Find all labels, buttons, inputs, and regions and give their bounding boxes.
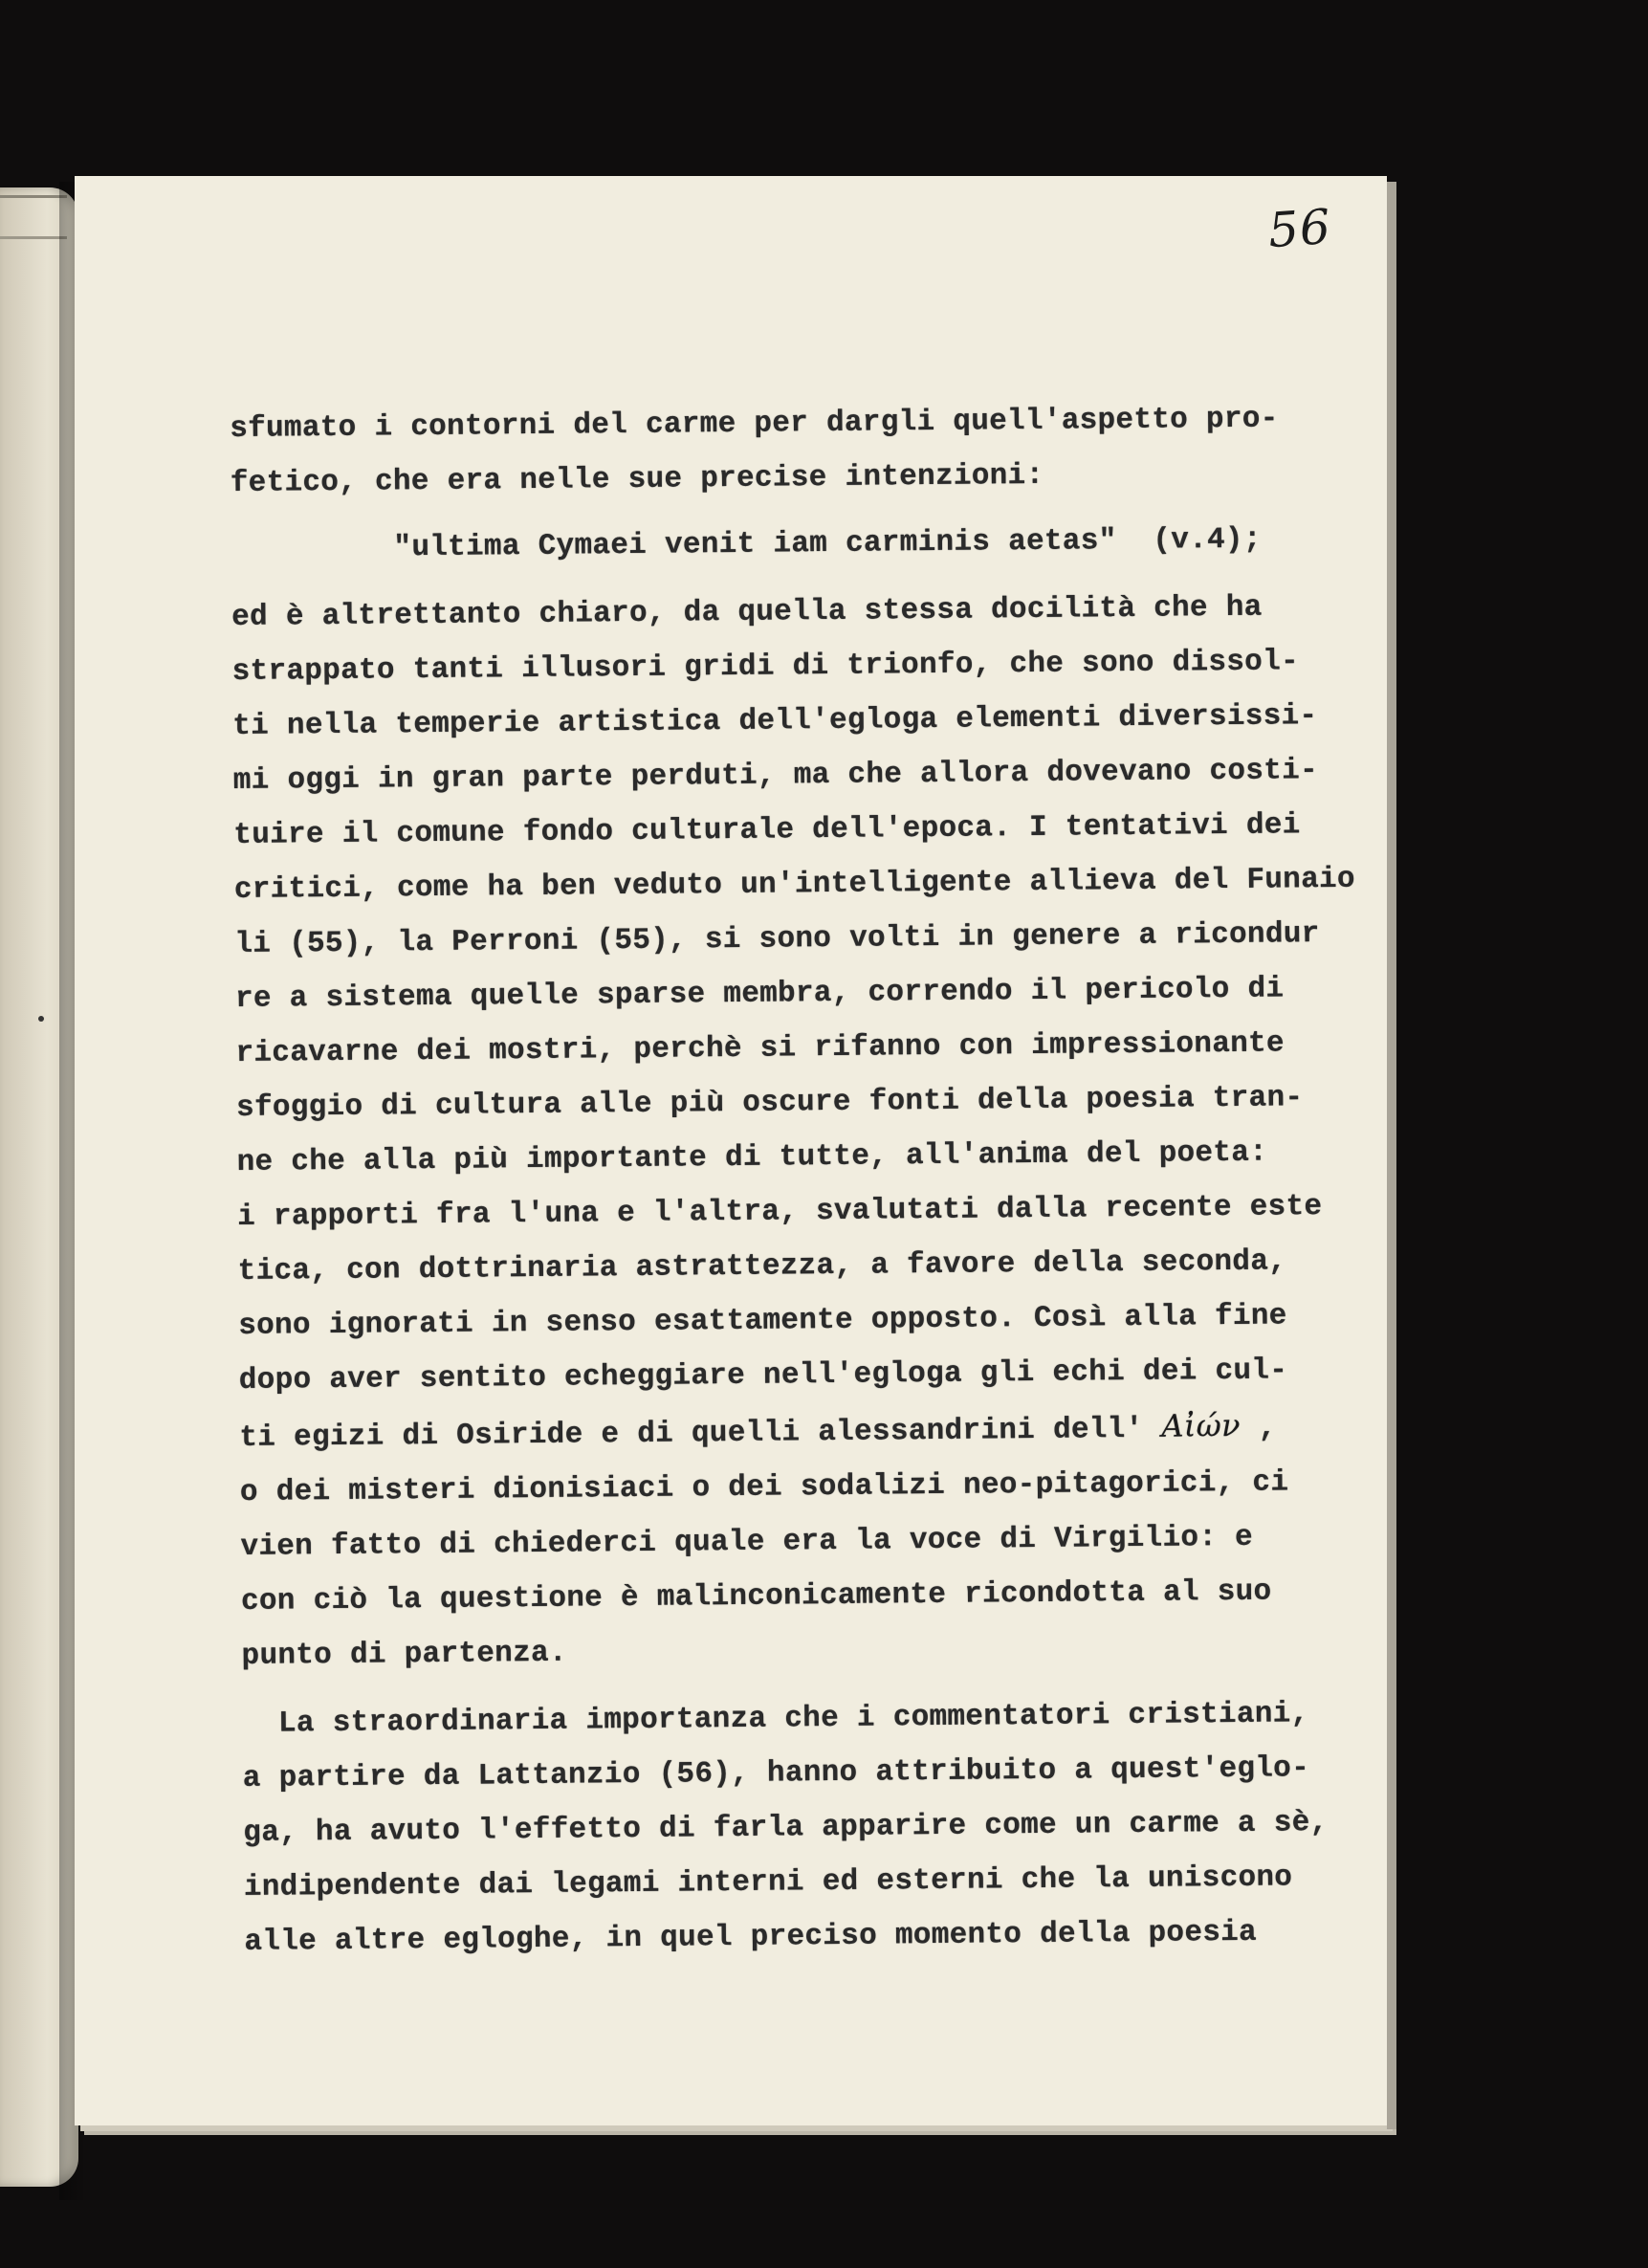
text-line-greek <box>239 1398 1311 1465</box>
text-fragment: , <box>1240 1411 1277 1445</box>
text-line: critici, come ha ben veduto un'intelligente allieva del Funaio <box>233 862 1356 907</box>
text-line: o dei misteri dionisiaci o dei sodalizi neo-pitagorici, ci <box>239 1465 1289 1509</box>
page-stack-lines <box>0 195 67 239</box>
latin-quotation: "ultima Cymaei venit iam carminis aetas" (v.4); <box>393 522 1262 565</box>
text-line: alle altre egloghe, in quel preciso momento della poesia <box>244 1915 1258 1959</box>
text-line: punto di partenza. <box>241 1636 568 1673</box>
page-number: 56 <box>1266 198 1333 259</box>
text-line: tica, con dottrinaria astrattezza, a favore della seconda, <box>237 1244 1287 1288</box>
text-line: indipendente dai legami interni ed esterni che la uniscono <box>243 1861 1293 1905</box>
text-line: mi oggi in gran parte perduti, ma che allora dovevano costi- <box>232 754 1319 798</box>
text-fragment: ti egizi di Osiride e di quelli alessandrini dell' <box>239 1412 1162 1455</box>
text-line: sfumato i contorni del carme per dargli quell'aspetto pro- <box>230 402 1279 446</box>
text-line: La straordinaria importanza che i commentatori cristiani, <box>242 1697 1309 1741</box>
text-line: tuire il comune fondo culturale dell'epoca. I tentativi dei <box>233 808 1301 852</box>
text-line: sono ignorati in senso esattamente opposto. Così alla fine <box>238 1299 1287 1343</box>
text-line: ti nella temperie artistica dell'egloga elementi diversissi- <box>232 699 1318 743</box>
margin-dot <box>38 1016 44 1022</box>
text-line: i rapporti fra l'una e l'altra, svalutati dalla recente este <box>237 1190 1323 1234</box>
text-line: strappato tanti illusori gridi di trionfo, che sono dissol- <box>231 645 1300 689</box>
text-line: con ciò la questione è malinconicamente ricondotta al suo <box>240 1574 1272 1618</box>
text-line: re a sistema quelle sparse membra, correndo il pericolo di <box>234 972 1285 1016</box>
text-line: sfoggio di cultura alle più oscure fonti della poesia tran- <box>235 1081 1304 1125</box>
text-line: ga, ha avuto l'effetto di farla apparire come un carme a sè, <box>243 1806 1329 1850</box>
typewritten-body <box>230 391 1356 1970</box>
text-line: ricavarne dei mostri, perchè si rifanno con impressionante <box>235 1026 1285 1070</box>
text-line: vien fatto di chiederci quale era la voce di Virgilio: e <box>240 1520 1254 1564</box>
text-line: ne che alla più importante di tutte, all'anima del poeta: <box>236 1135 1268 1179</box>
handwritten-greek-word: Αἰών <box>1161 1406 1241 1444</box>
text-line: dopo aver sentito echeggiare nell'egloga gli echi dei cul- <box>238 1354 1288 1398</box>
text-line: a partire da Lattanzio (56), hanno attribuito a quest'eglo- <box>242 1751 1310 1795</box>
text-line: fetico, che era nelle sue precise intenzioni: <box>230 458 1044 500</box>
text-line: ed è altrettanto chiaro, da quella stessa docilità che ha <box>231 590 1263 634</box>
page-side-edge <box>1387 182 1396 2129</box>
text-line: li (55), la Perroni (55), si sono volti in genere a ricondur <box>234 917 1320 961</box>
